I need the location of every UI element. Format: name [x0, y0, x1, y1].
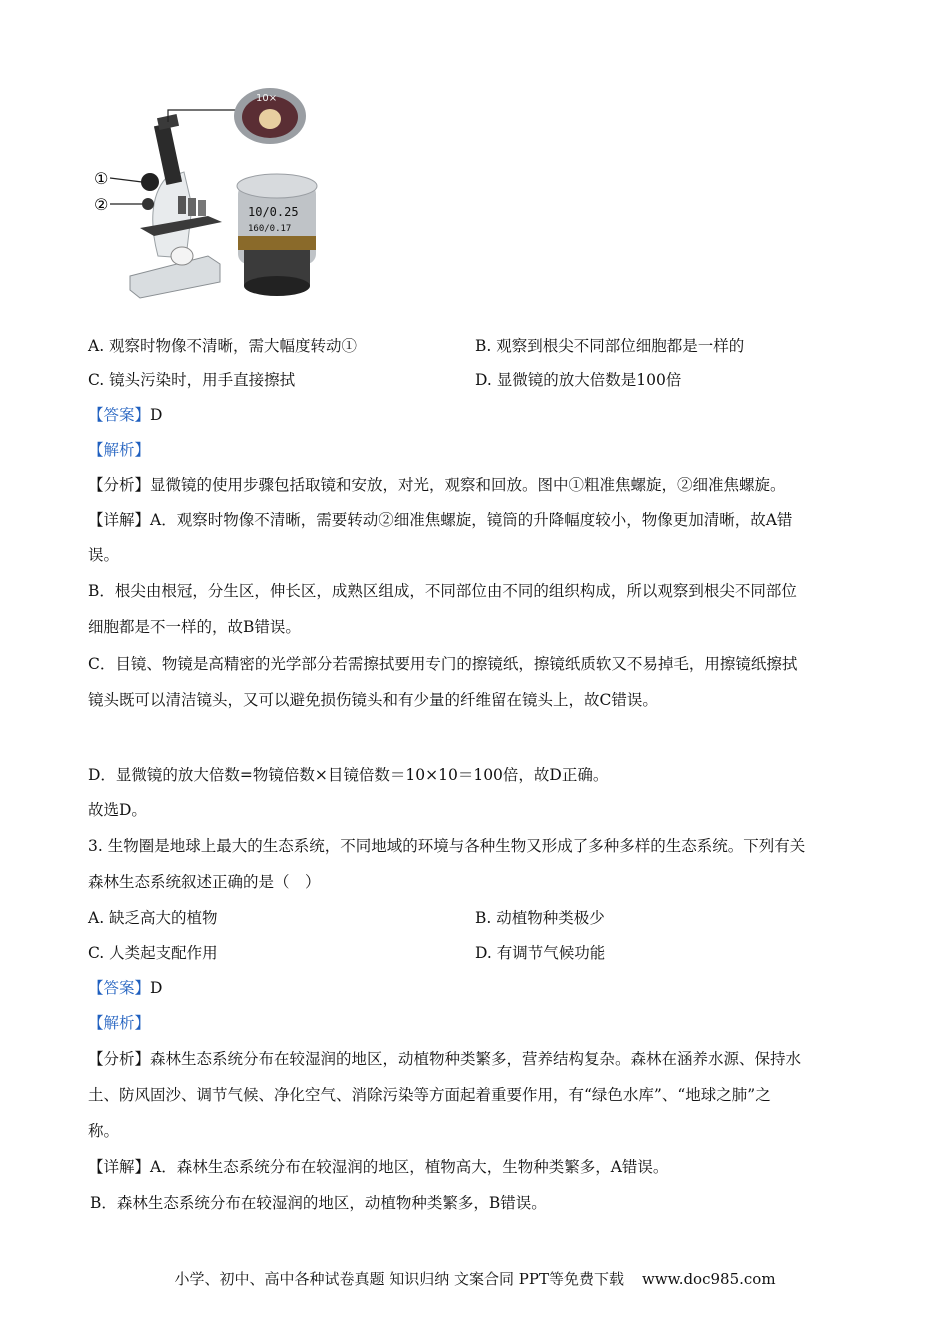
objective-inset	[237, 174, 317, 296]
q2-fenxi	[88, 474, 786, 496]
footer-url[interactable]: www.doc985.com	[641, 1270, 776, 1288]
q2-detail-d: D．显微镜的放大倍数=物镜倍数×目镜倍数＝10×10＝100倍，故D正确。	[88, 766, 609, 784]
q2-detail-b-2: 细胞都是不一样的，故B错误。	[88, 618, 301, 636]
xiangjie-tag: 【详解】	[88, 1158, 151, 1176]
fenxi-text: 显微镜的使用步骤包括取镜和安放，对光，观察和回放。图中①粗准焦螺旋，②细准焦螺旋。	[150, 476, 786, 494]
microscope-mirror	[171, 247, 193, 265]
footer-text: 小学、初中、高中各种试卷真题 知识归纳 文案合同 PPT等免费下载	[174, 1270, 624, 1288]
fenxi-tag: 【分析】	[88, 476, 151, 494]
xiangjie-tag: 【详解】	[88, 511, 151, 529]
detail-a-text: A．森林生态系统分布在较湿润的地区，植物高大，生物种类繁多，A错误。	[150, 1158, 669, 1176]
microscope-tube	[154, 123, 182, 185]
microscope-figure	[88, 86, 338, 311]
q3-stem-1: 3. 生物圈是地球上最大的生态系统，不同地域的环境与各种生物又形成了多种多样的生态系统。下列有关	[88, 837, 806, 855]
label-1: ①	[94, 169, 109, 188]
q3-detail-a	[88, 1156, 668, 1178]
q2-detail-a-2: 误。	[88, 546, 120, 564]
microscope-arm	[153, 172, 192, 258]
q2-detail-b-1: B．根尖由根冠，分生区，伸长区，成熟区组成，不同部位由不同的组织构成，所以观察到根尖不同部位	[88, 582, 797, 600]
fenxi-tag: 【分析】	[88, 1050, 151, 1068]
q3-option-b: B. 动植物种类极少	[475, 909, 605, 927]
answer-tag: 【答案】	[88, 406, 151, 424]
q3-option-a: A. 缺乏高大的植物	[88, 909, 218, 927]
q2-detail-a-1	[88, 509, 792, 531]
q3-option-d: D. 有调节气候功能	[475, 944, 606, 962]
page-footer	[0, 1268, 950, 1289]
label-2: ②	[94, 195, 109, 214]
answer-value: D	[150, 406, 163, 424]
detail-a-text: A．观察时物像不清晰，需要转动②细准焦螺旋，镜筒的升降幅度较小，物像更加清晰，故A错	[150, 511, 793, 529]
q3-option-c: C. 人类起支配作用	[88, 944, 218, 962]
q2-option-a: A. 观察时物像不清晰，需大幅度转动①	[88, 337, 358, 355]
q2-option-d: D. 显微镜的放大倍数是100倍	[475, 371, 682, 389]
fenxi-text: 森林生态系统分布在较湿润的地区，动植物种类繁多，营养结构复杂。森林在涵养水源、保持水	[150, 1050, 802, 1068]
answer-value: D	[150, 979, 163, 997]
q3-stem-2: 森林生态系统叙述正确的是（ ）	[88, 873, 321, 891]
eyepiece-mark: 10×	[256, 93, 278, 104]
q3-fenxi-3: 称。	[88, 1122, 120, 1140]
objective-mark-top: 10/0.25	[248, 205, 299, 219]
q2-detail-c-2: 镜头既可以清洁镜头，又可以避免损伤镜头和有少量的纤维留在镜头上，故C错误。	[88, 691, 658, 709]
q3-fenxi-2: 土、防风固沙、调节气候、净化空气、消除污染等方面起着重要作用，有“绿色水库”、“地球之肺”之	[88, 1086, 771, 1104]
q3-fenxi-1	[88, 1048, 801, 1070]
q3-analysis-tag: 【解析】	[88, 1014, 151, 1032]
q3-answer	[88, 977, 162, 999]
q2-option-b: B. 观察到根尖不同部位细胞都是一样的	[475, 337, 745, 355]
answer-tag: 【答案】	[88, 979, 151, 997]
q2-answer	[88, 404, 162, 426]
q2-analysis-tag: 【解析】	[88, 441, 151, 459]
fine-knob	[142, 198, 154, 210]
eyepiece-inset	[234, 88, 306, 144]
q3-detail-b: B．森林生态系统分布在较湿润的地区，动植物种类繁多，B错误。	[90, 1194, 547, 1212]
q2-option-c: C. 镜头污染时，用手直接擦拭	[88, 371, 296, 389]
q2-conclusion: 故选D。	[88, 801, 147, 819]
coarse-knob	[141, 173, 159, 191]
objective-mark-bottom: 160/0.17	[248, 224, 292, 234]
q2-detail-c-1: C．目镜、物镜是高精密的光学部分若需擦拭要用专门的擦镜纸，擦镜纸质软又不易掉毛，用擦镜纸擦拭	[88, 655, 798, 673]
